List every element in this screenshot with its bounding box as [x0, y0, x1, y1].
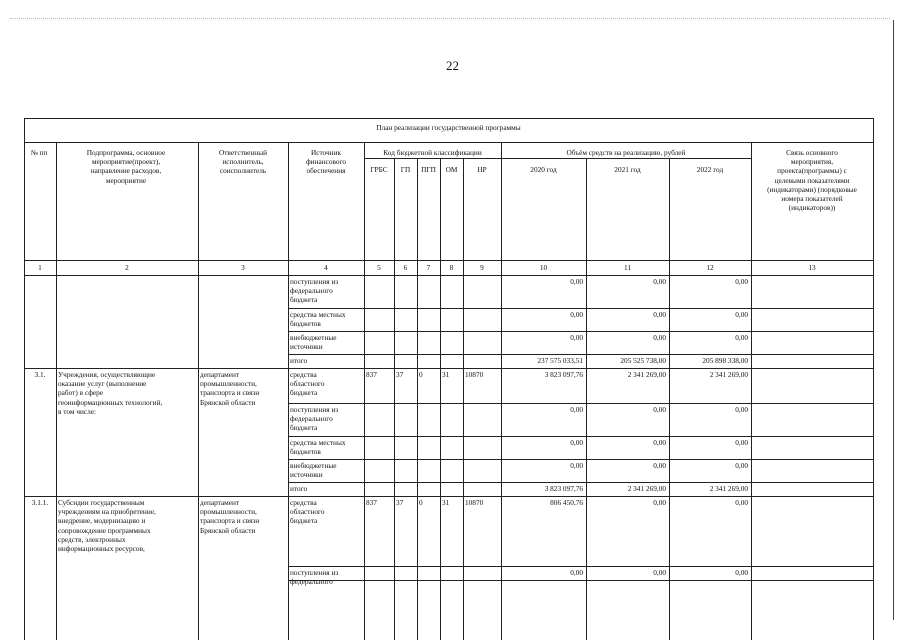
page-number: 22 — [446, 58, 459, 73]
number-row-border — [24, 275, 873, 276]
row-pgp: 0 — [419, 370, 423, 379]
column-divider — [417, 158, 418, 640]
row-grbs: 837 — [366, 498, 377, 507]
column-number: 1 — [38, 263, 42, 272]
row-value-2022: 0,00 — [735, 405, 748, 414]
header-grbs: ГРБС — [370, 165, 388, 174]
row-value-2020: 3 823 097,76 — [544, 484, 583, 493]
row-source: средства местных бюджетов — [290, 310, 346, 329]
table-border-right — [873, 118, 874, 640]
row-border — [288, 482, 873, 483]
row-border — [288, 308, 873, 309]
row-value-2022: 0,00 — [735, 461, 748, 470]
row-value-2020: 0,00 — [570, 277, 583, 286]
row-value-2020: 0,00 — [570, 405, 583, 414]
column-number: 12 — [706, 263, 714, 272]
row-np: 10870 — [465, 370, 484, 379]
row-source: поступления из федерального бюджета — [290, 405, 339, 433]
column-divider — [394, 158, 395, 640]
header-subprogram: Подпрограмма, основное мероприятие(проект), направление расходов, мероприятие — [86, 148, 166, 185]
row-value-2021: 0,00 — [653, 498, 666, 507]
plan-table — [24, 118, 873, 640]
row-source: поступления из федерального бюджета — [290, 277, 339, 305]
row-value-2021: 0,00 — [653, 461, 666, 470]
table-title: План реализации государственной программы — [376, 123, 521, 132]
row-source: средства местных бюджетов — [290, 438, 346, 457]
row-value-2020: 0,00 — [570, 333, 583, 342]
header-budget-code: Код бюджетной классификации — [383, 148, 482, 157]
column-number: 11 — [623, 263, 632, 272]
row-value-2020: 0,00 — [570, 461, 583, 470]
row-responsible: департамент промышленности, транспорта и связи Брянской области — [200, 498, 260, 535]
row-np: 10870 — [465, 498, 484, 507]
row-border — [288, 459, 873, 460]
row-value-2022: 205 898 338,00 — [702, 356, 748, 365]
row-border — [288, 436, 873, 437]
row-value-2022: 2 341 269,00 — [709, 484, 748, 493]
column-number: 13 — [808, 263, 816, 272]
row-source: средства областного бюджета — [290, 370, 325, 398]
table-border-top — [24, 118, 873, 119]
header-num: № пп — [30, 148, 48, 157]
column-number: 6 — [403, 263, 408, 272]
header-subdivider — [364, 158, 751, 159]
row-value-2022: 0,00 — [735, 333, 748, 342]
header-responsible: Ответственный исполнитель, соисполнитель — [218, 148, 268, 176]
header-2020: 2020 год — [530, 165, 557, 174]
row-value-2020: 0,00 — [570, 568, 583, 577]
row-name: Субсидии государственным учреждениям на приобретение, внедрение, модернизацию и сопровождение программных средств, электронных информационных ресурсов, — [58, 498, 156, 554]
row-source: внебюджетные источники — [290, 461, 337, 480]
column-number: 3 — [241, 263, 245, 272]
row-value-2020: 3 823 097,76 — [544, 370, 583, 379]
row-responsible: департамент промышленности, транспорта и связи Брянской области — [200, 370, 260, 407]
row-source: внебюджетные источники — [290, 333, 337, 352]
header-source: Источник финансового обеспечения — [305, 148, 347, 176]
column-number: 9 — [480, 263, 484, 272]
row-value-2022: 2 341 269,00 — [709, 370, 748, 379]
row-border — [24, 368, 873, 369]
column-number: 4 — [324, 263, 328, 272]
row-value-2021: 2 341 269,00 — [627, 484, 666, 493]
row-source: средства областного бюджета — [290, 498, 325, 526]
row-value-2020: 0,00 — [570, 438, 583, 447]
row-value-2021: 0,00 — [653, 568, 666, 577]
row-number: 3.1.1. — [31, 498, 49, 507]
header-border-bottom — [24, 260, 873, 261]
table-border-title — [24, 142, 873, 143]
header-funds: Объём средств на реализацию, рублей — [566, 148, 686, 157]
column-number: 5 — [377, 263, 381, 272]
row-value-2021: 0,00 — [653, 310, 666, 319]
row-om: 31 — [442, 498, 450, 507]
row-value-2022: 0,00 — [735, 568, 748, 577]
header-2022: 2022 год — [696, 165, 724, 174]
row-value-2021: 205 525 738,00 — [620, 356, 666, 365]
header-om: ОМ — [445, 165, 458, 174]
row-border — [288, 403, 873, 404]
header-pgp: ПГП — [421, 165, 436, 174]
row-value-2022: 0,00 — [735, 277, 748, 286]
table-border-left — [24, 118, 25, 640]
header-2021: 2021 год — [614, 165, 641, 174]
row-gp: 37 — [396, 370, 404, 379]
row-source: итого — [290, 484, 308, 493]
row-value-2021: 0,00 — [653, 438, 666, 447]
column-number: 8 — [449, 263, 454, 272]
row-number: 3.1. — [34, 370, 46, 379]
row-grbs: 837 — [366, 370, 377, 379]
row-om: 31 — [442, 370, 450, 379]
scan-artifact-top — [10, 18, 890, 19]
row-value-2021: 2 341 269,00 — [627, 370, 666, 379]
column-divider — [463, 158, 464, 640]
row-border — [288, 354, 873, 355]
row-gp: 37 — [396, 498, 404, 507]
column-divider — [56, 142, 57, 640]
row-name: Учреждения, осуществляющие оказание услуг (выполнение работ) в сфере геоинформационных технологий, в том числе: — [58, 370, 163, 416]
row-value-2022: 0,00 — [735, 310, 748, 319]
row-value-2021: 0,00 — [653, 405, 666, 414]
row-value-2020: 237 575 033,51 — [537, 356, 583, 365]
header-gp: ГП — [400, 165, 411, 174]
row-value-2021: 0,00 — [653, 333, 666, 342]
row-pgp: 0 — [419, 498, 423, 507]
row-border — [288, 566, 873, 567]
scan-artifact-right — [893, 20, 894, 620]
row-value-2020: 806 450,76 — [550, 498, 583, 507]
header-link: Связь основного мероприятия, проекта(программы) с целевыми показателями (индикаторами) (порядковые номера показателей (индикаторов)) — [767, 148, 857, 213]
row-source: поступления из федерального — [290, 568, 339, 587]
row-border — [24, 496, 873, 497]
row-value-2022: 0,00 — [735, 438, 748, 447]
header-np: НР — [477, 165, 487, 174]
row-value-2022: 0,00 — [735, 498, 748, 507]
row-border — [288, 331, 873, 332]
row-source: итого — [290, 356, 308, 365]
column-number: 10 — [539, 263, 548, 272]
row-value-2021: 0,00 — [653, 277, 666, 286]
column-number: 2 — [125, 263, 129, 272]
column-number: 7 — [426, 263, 431, 272]
row-border — [288, 580, 873, 581]
column-divider — [198, 142, 199, 640]
row-value-2020: 0,00 — [570, 310, 583, 319]
column-divider — [440, 158, 441, 640]
